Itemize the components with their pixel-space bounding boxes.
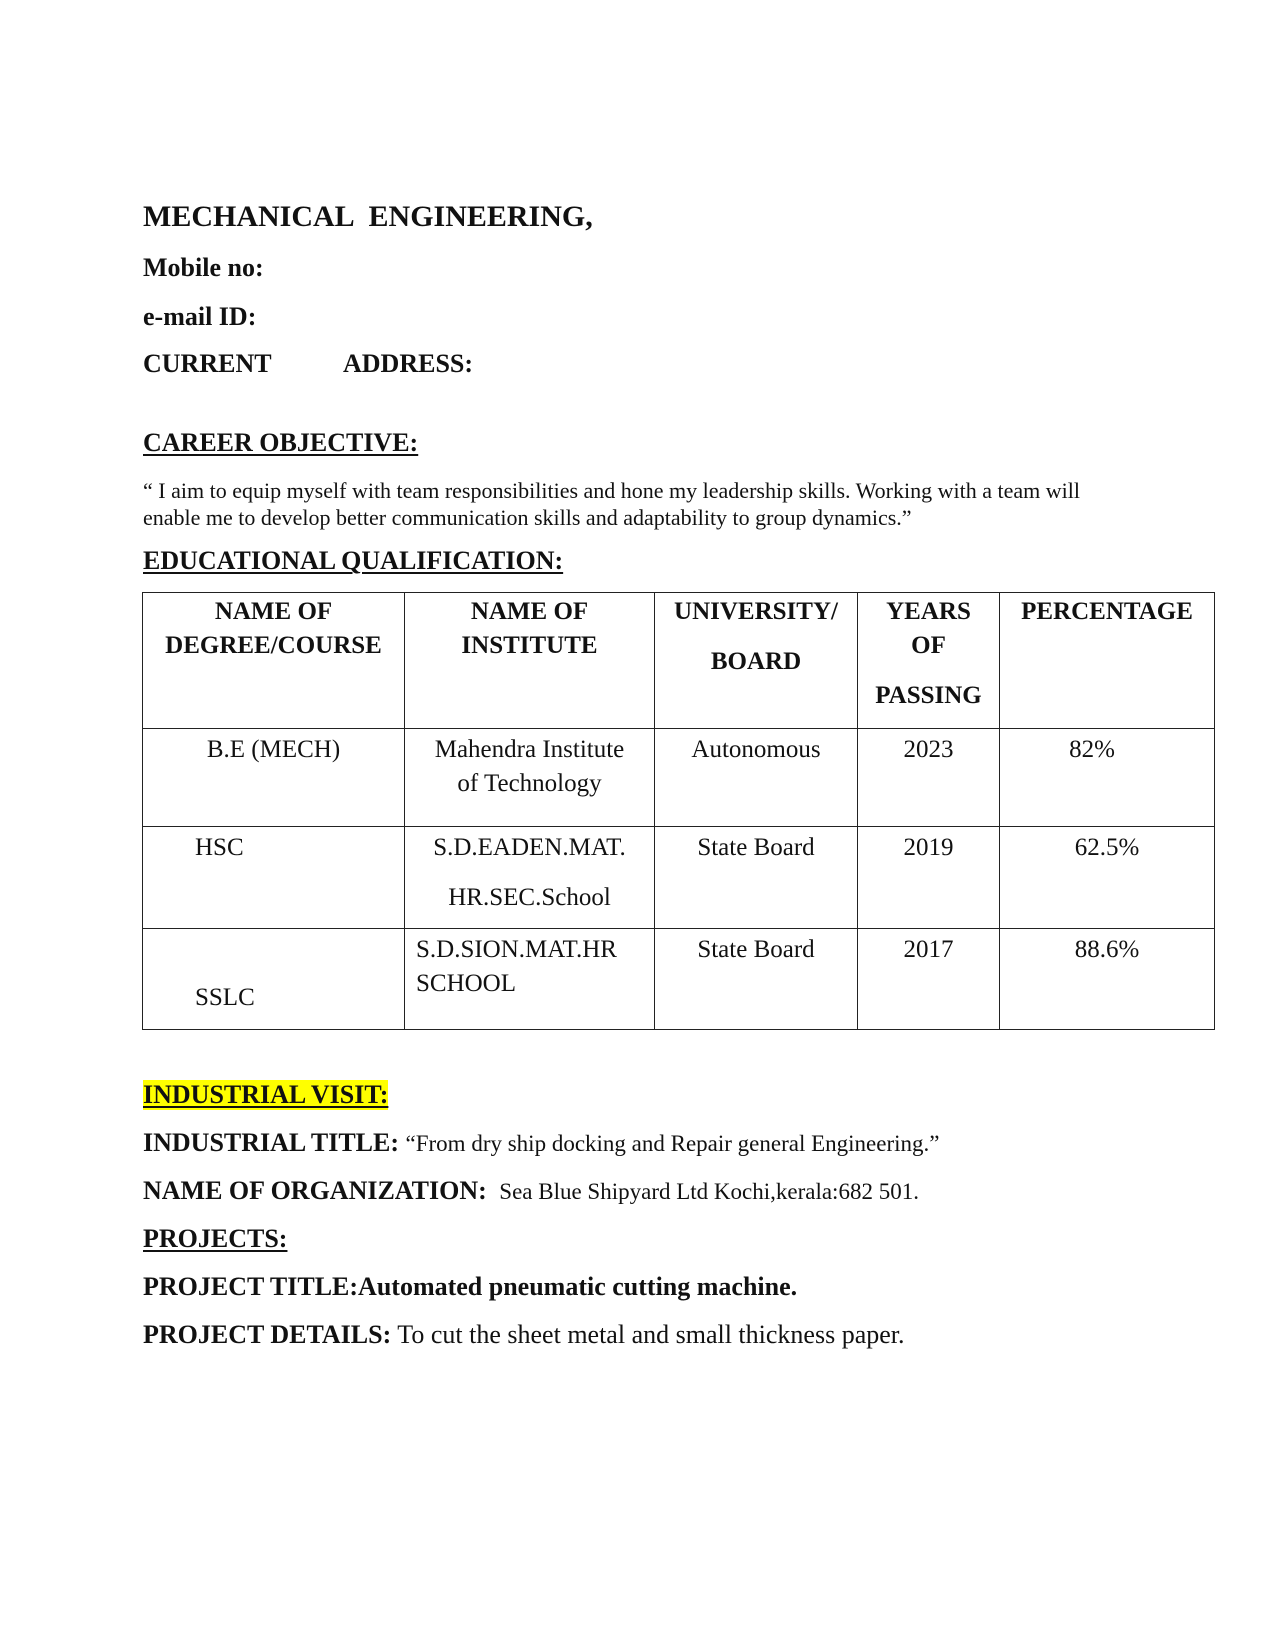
project-title-line (143, 1272, 797, 1302)
organization-value: Sea Blue Shipyard Ltd Kochi,kerala:682 501. (499, 1179, 919, 1204)
percentage-cell: 88.6% (1000, 929, 1215, 1030)
project-title-label: PROJECT TITLE: (143, 1272, 359, 1301)
industrial-title-line (143, 1128, 939, 1158)
project-details-line (143, 1320, 905, 1350)
industrial-title-value: “From dry ship docking and Repair general Engineering.” (405, 1131, 940, 1156)
column-header-percentage: PERCENTAGE (1000, 593, 1215, 729)
board-cell: State Board (655, 929, 858, 1030)
projects-heading: PROJECTS: (143, 1224, 288, 1253)
resume-title: MECHANICAL ENGINEERING, (143, 200, 593, 233)
institute-cell: Mahendra Institute of Technology (405, 729, 655, 827)
column-header-institute: NAME OF INSTITUTE (405, 593, 655, 729)
industrial-title-label: INDUSTRIAL TITLE: (143, 1128, 400, 1157)
address-label-current: CURRENT (143, 349, 272, 378)
year-cell: 2023 (858, 729, 1000, 827)
percentage-cell: 82% (1000, 729, 1215, 827)
table-row (143, 729, 1215, 827)
mobile-label: Mobile no: (143, 253, 264, 282)
education-table (142, 592, 1215, 1030)
institute-cell: S.D.SION.MAT.HR SCHOOL (405, 929, 655, 1030)
column-header-years: YEARS OF PASSING (858, 593, 1000, 729)
email-label: e-mail ID: (143, 302, 257, 331)
board-cell: Autonomous (655, 729, 858, 827)
education-heading: EDUCATIONAL QUALIFICATION: (143, 546, 564, 575)
project-title-value: Automated pneumatic cutting machine. (358, 1272, 798, 1301)
address-label: ADDRESS: (343, 349, 474, 378)
degree-cell: HSC (143, 827, 405, 929)
organization-line (143, 1176, 919, 1206)
degree-cell: B.E (MECH) (143, 729, 405, 827)
industrial-visit-heading: INDUSTRIAL VISIT: (143, 1080, 389, 1109)
table-row (143, 929, 1215, 1030)
career-objective-text: “ I aim to equip myself with team responsibilities and hone my leadership skills. Working with a team will enable me to develop better communication skills and adaptability to group dynamics.” (143, 478, 1080, 530)
board-cell: State Board (655, 827, 858, 929)
project-details-label: PROJECT DETAILS: (143, 1320, 392, 1349)
degree-cell: SSLC (143, 929, 405, 1030)
project-details-value: To cut the sheet metal and small thickness paper. (397, 1320, 905, 1349)
column-header-degree: NAME OF DEGREE/COURSE (143, 593, 405, 729)
year-cell: 2019 (858, 827, 1000, 929)
column-header-university: UNIVERSITY/ BOARD (655, 593, 858, 729)
table-header-row (143, 593, 1215, 729)
year-cell: 2017 (858, 929, 1000, 1030)
organization-label: NAME OF ORGANIZATION: (143, 1176, 487, 1205)
table-row (143, 827, 1215, 929)
career-objective-heading: CAREER OBJECTIVE: (143, 428, 419, 457)
institute-cell: S.D.EADEN.MAT. HR.SEC.School (405, 827, 655, 929)
percentage-cell: 62.5% (1000, 827, 1215, 929)
